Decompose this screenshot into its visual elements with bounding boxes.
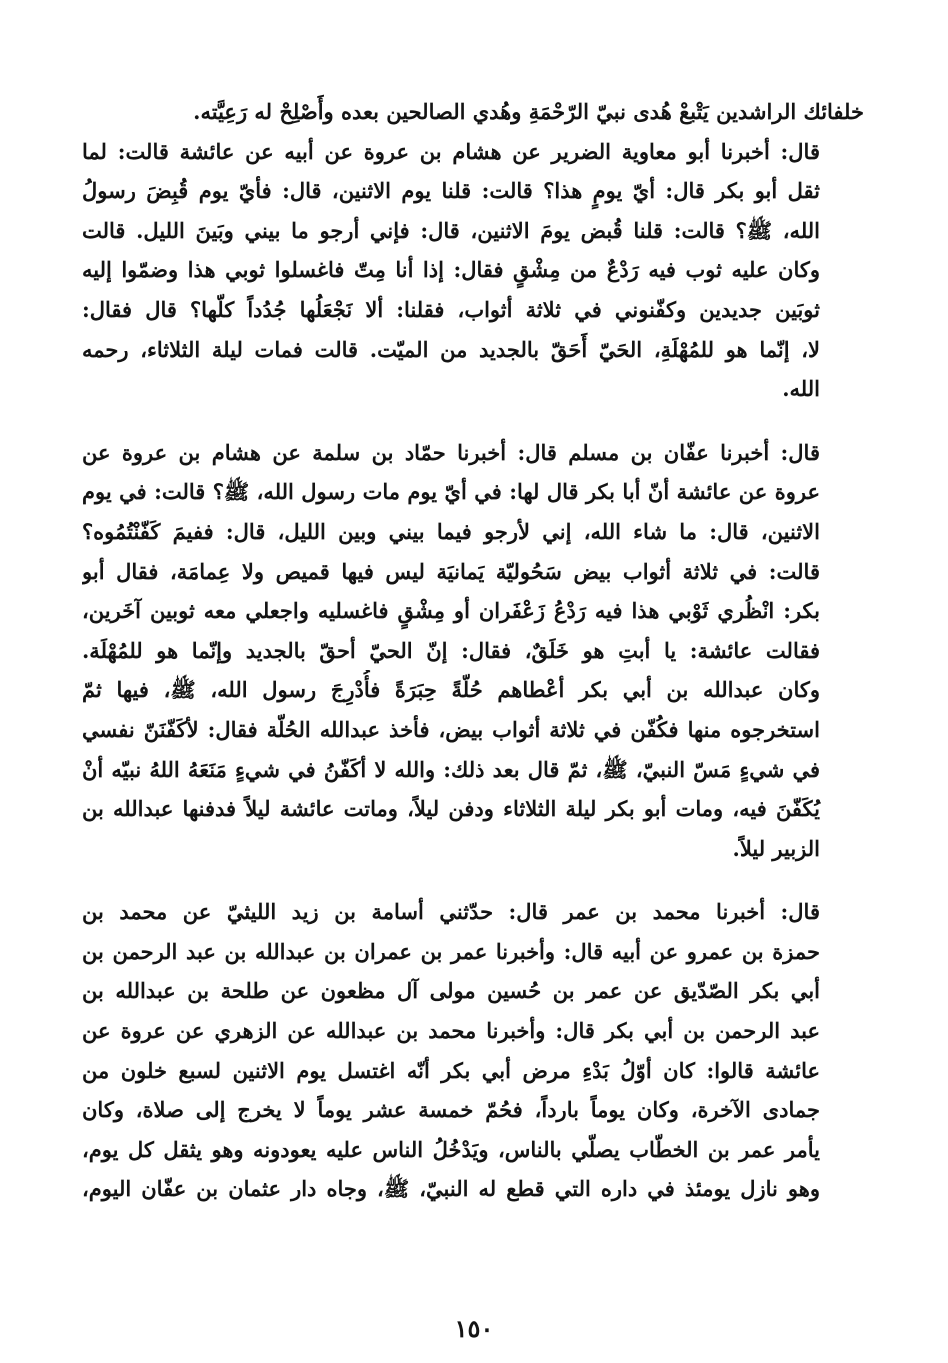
text-line: وهو نازل يومئذ في داره التي قطع له النبيّ، ﷺ، وجاه دار عثمان بن عفّان اليوم، — [82, 1176, 820, 1202]
text-line: حمزة بن عمرو عن أبيه قال: وأخبرنا عمر بن عمران بن عبدالله بن عبد الرحمن بن — [82, 938, 820, 964]
paragraph-1 — [82, 92, 864, 132]
page-number: ١٥٠ — [454, 1314, 494, 1343]
text-line: جمادى الآخرة، وكان يوماً بارداً، فحُمّ خمسة عشر يوماً لا يخرج إلى صلاة، وكان — [82, 1097, 820, 1123]
text-line: وكان عليه ثوب فيه رَدْعٌ من مِشْقٍ فقال: إذا أنا مِتّ فاغسلوا ثوبي هذا وضمّوا إليه — [82, 257, 820, 283]
paragraph-3 — [82, 433, 864, 869]
text-line: يُكَفّنَ فيه، ومات أبو بكر ليلة الثلاثاء ودفن ليلاً، وماتت عائشة ليلاً فدفنها عبدالله بن — [82, 796, 820, 822]
text-line: ثقل أبو بكر قال: أيّ يومٍ هذا؟ قالت: قلنا يوم الاثنين، قال: فأيّ يوم قُبِضَ رسولُ — [82, 178, 820, 204]
text-line: الزبير ليلاً. — [732, 835, 820, 861]
text-line: الاثنين، قال: ما شاء الله، إني لأرجو فيما بيني وبين الليل، قال: ففيمَ كَفّنْتُمُوه؟ — [82, 518, 820, 544]
text-line: عروة عن عائشة أنّ أبا بكر قال لها: في أيّ يوم مات رسول الله، ﷺ؟ قالت: في يوم — [82, 479, 820, 505]
text-line: استخرجوه منها فكُفّن في ثلاثة أثواب بيض، فأخذ عبدالله الحُلّة فقال: لأكَفّنَنّ نفسي — [82, 716, 820, 742]
text-line: عبد الرحمن بن أبي بكر قال: وأخبرنا محمد بن عبدالله عن الزهري عن عروة عن — [82, 1018, 820, 1044]
text-line: أبي بكر الصّدّيق عن عمر بن حُسين مولى آل مظعون عن طلحة بن عبدالله بن — [82, 978, 820, 1004]
text-line: يأمر عمر بن الخطّاب يصلّي بالناس، ويَدْخُلُ الناس عليه يعودونه وهو يثقل كل يوم، — [82, 1136, 820, 1162]
text-line: فقالت عائشة: يا أبتِ هو خَلَقٌ، فقال: إنّ الحيّ أحقّ بالجديد وإنّما هو للمُهْلَة. — [82, 637, 820, 663]
paragraph-2 — [82, 132, 864, 409]
text-line: عائشة قالوا: كان أوّلُ بَدْءِ مرض أبي بكر أنّه اغتسل يوم الاثنين لسبع خلون من — [82, 1057, 820, 1083]
text-line: قال: أخبرنا محمد بن عمر قال: حدّثني أسامة بن زيد الليثيّ عن محمد بن — [82, 899, 820, 925]
text-line: بكر: انْظُري ثَوْبي هذا فيه رَدْعُ زَعْفَران أو مِشْقٍ فاغسليه واجعلي معه ثوبين آخَرين، — [82, 598, 820, 624]
text-line: لا، إنّما هو للمُهْلَةِ، الحَيّ أَحَقّ بالجديد من الميّت. قالت فمات ليلة الثلاثاء، رحمه — [82, 336, 820, 362]
text-line: ثوبَين جديدين وكفّنوني في ثلاثة أثواب، فقلنا: ألا نَجْعَلُها جُدُداً كلّها؟ قال فقال: — [82, 296, 820, 322]
text-line: في شيءٍ مَسّ النبيّ، ﷺ، ثمّ قال بعد ذلك: والله لا أكَفّنُ في شيءٍ مَنَعَهُ اللهُ نبيّه أنْ — [82, 756, 820, 782]
text-line: قالت: في ثلاثة أثواب بيض سَحُوليّة يَمانيَة ليس فيها قميص ولا عِمامَة، فقال أبو — [82, 558, 820, 584]
text-line: قال: أخبرنا عفّان بن مسلم قال: أخبرنا حمّاد بن سلمة عن هشام بن عروة عن — [82, 439, 820, 465]
text-line: الله، ﷺ؟ قالت: قلنا قُبض يومَ الاثنين، قال: فإني أرجو ما بيني وبَينَ الليل. قالت — [82, 217, 820, 243]
paragraph-4 — [82, 892, 864, 1209]
text-line: وكان عبدالله بن أبي بكر أعْطاهم حُلّةً حِبَرَةً فأُدْرِجَ رسول الله، ﷺ، فيها ثمّ — [82, 677, 820, 703]
text-line: قال: أخبرنا أبو معاوية الضرير عن هشام بن عروة عن أبيه عن عائشة قالت: لما — [82, 138, 820, 164]
text-line: خلفائك الراشدين يَتْبعْ هُدى نبيّ الرّحْمَةِ وهُدي الصالحين بعده وأَصْلِحْ له رَعِيَّته. — [193, 99, 864, 124]
page-body-text — [82, 92, 864, 1209]
text-line: الله. — [782, 376, 820, 402]
